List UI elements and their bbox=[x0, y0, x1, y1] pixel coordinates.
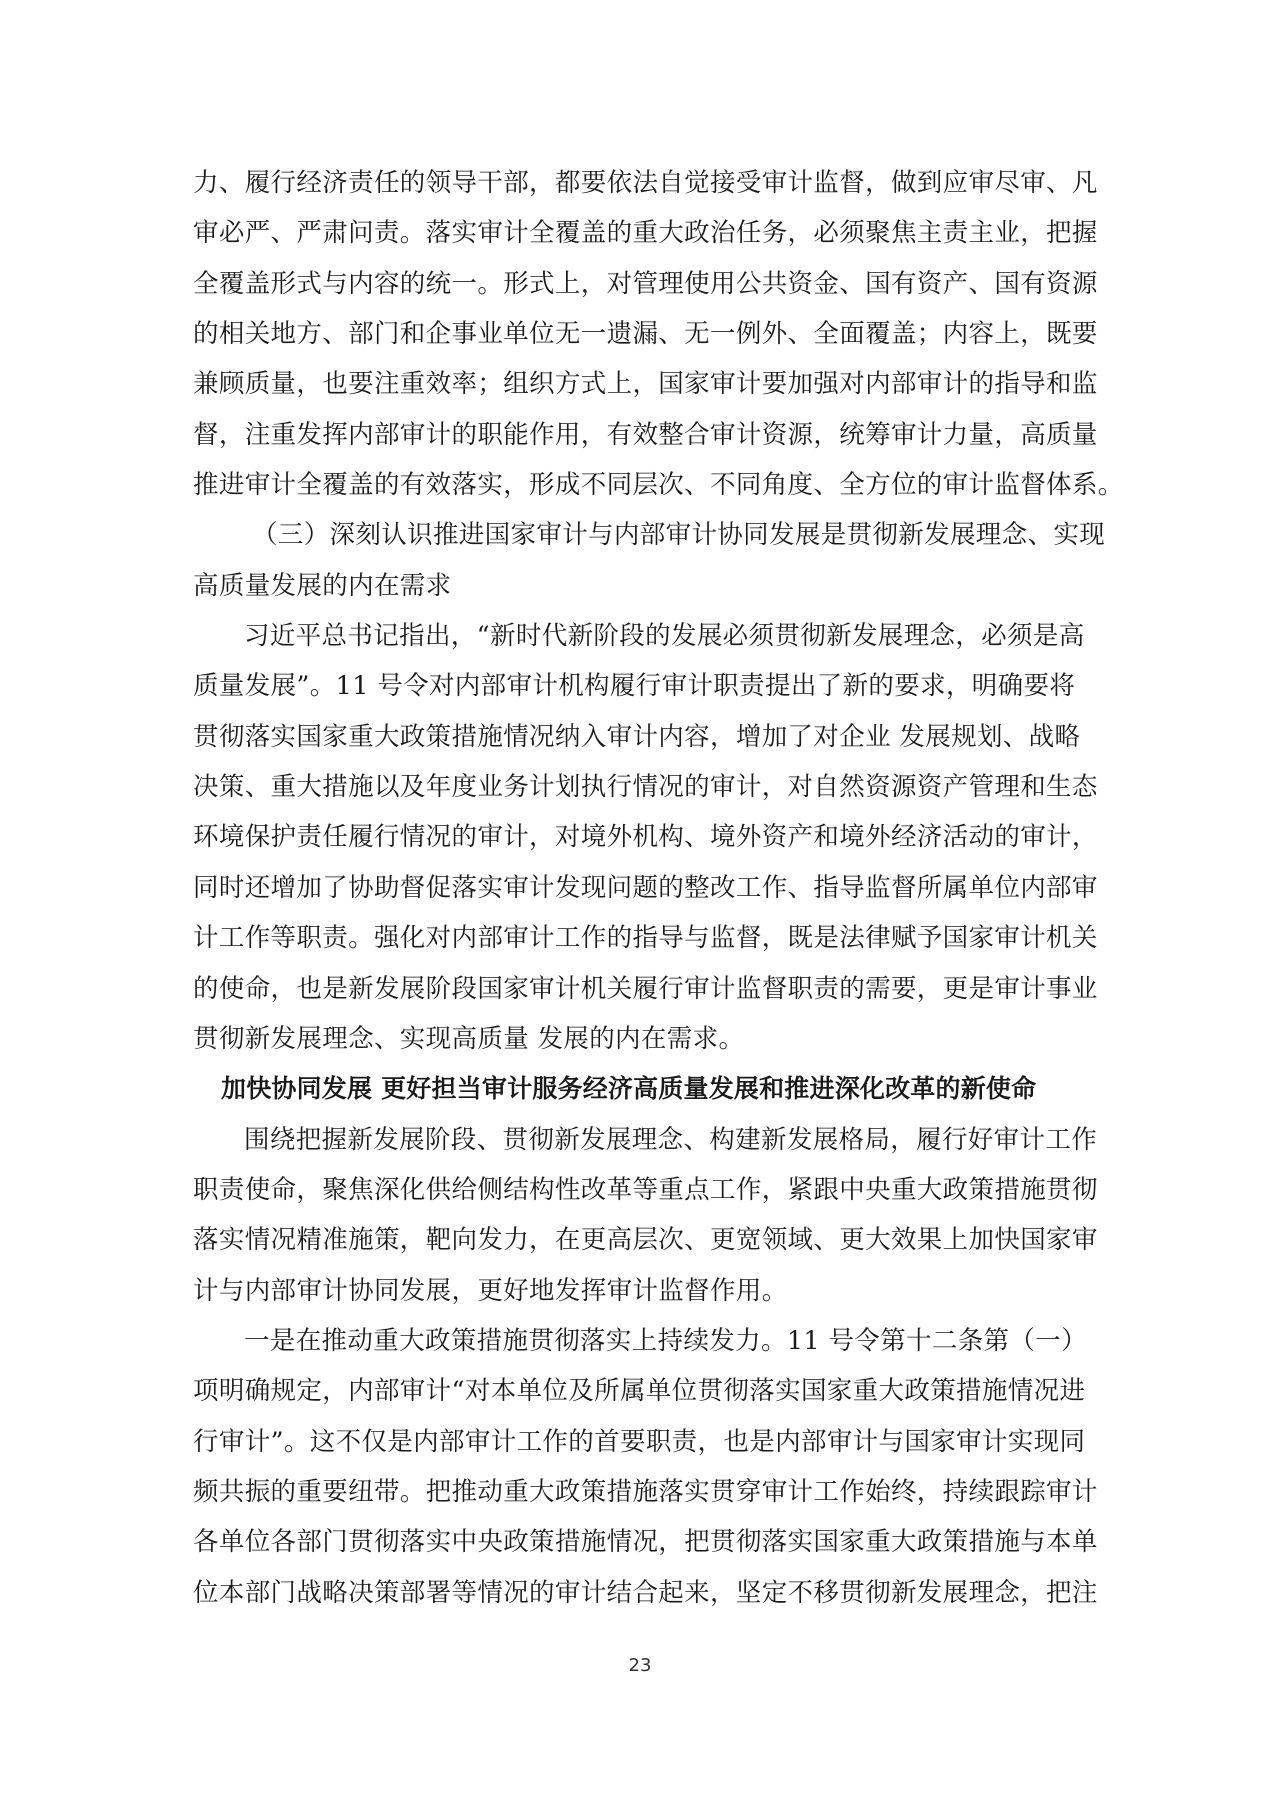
text-line: 位本部门战略决策部署等情况的审计结合起来，坚定不移贯彻新发展理念，把注 bbox=[193, 1578, 1098, 1608]
paragraph-start: 一是在推动重大政策措施贯彻落实上持续发力。11 号令第十二条第（一） bbox=[244, 1326, 1087, 1356]
text-line: 全覆盖形式与内容的统一。形式上，对管理使用公共资金、国有资产、国有资源 bbox=[193, 269, 1098, 299]
paragraph-start: 围绕把握新发展阶段、贯彻新发展理念、构建新发展格局，履行好审计工作 bbox=[244, 1125, 1098, 1155]
paragraph-start: 习近平总书记指出，“新时代新阶段的发展必须贯彻新发展理念，必须是高 bbox=[244, 621, 1085, 651]
text-line: 贯彻落实国家重大政策措施情况纳入审计内容，增加了对企业 发展规划、战略 bbox=[193, 722, 1081, 752]
subsection-heading: （三）深刻认识推进国家审计与内部审计协同发展是贯彻新发展理念、实现 bbox=[252, 520, 1106, 550]
text-line: 频共振的重要纽带。把推动重大政策措施落实贯穿审计工作始终，持续跟踪审计 bbox=[193, 1477, 1098, 1507]
text-line: 质量发展”。11 号令对内部审计机构履行审计职责提出了新的要求，明确要将 bbox=[193, 671, 1076, 701]
text-line: 项明确规定，内部审计“对本单位及所属单位贯彻落实国家重大政策措施情况进 bbox=[193, 1376, 1086, 1406]
text-line: 行审计”。这不仅是内部审计工作的首要职责，也是内部审计与国家审计实现同 bbox=[193, 1427, 1086, 1457]
text-line: 职责使命，聚焦深化供给侧结构性改革等重点工作，紧跟中央重大政策措施贯彻 bbox=[193, 1175, 1098, 1205]
text-line: 落实情况精准施策，靶向发力，在更高层次、更宽领域、更大效果上加快国家审 bbox=[193, 1225, 1098, 1255]
section-heading: 加快协同发展 更好担当审计服务经济高质量发展和推进深化改革的新使命 bbox=[221, 1074, 1037, 1103]
page-number: 23 bbox=[628, 1655, 652, 1676]
text-line: 力、履行经济责任的领导干部，都要依法自觉接受审计监督，做到应审尽审、凡 bbox=[193, 168, 1098, 198]
text-line: 各单位各部门贯彻落实中央政策措施情况，把贯彻落实国家重大政策措施与本单 bbox=[193, 1527, 1098, 1557]
text-line: 的使命，也是新发展阶段国家审计机关履行审计监督职责的需要，更是审计事业 bbox=[193, 974, 1098, 1004]
text-line: 环境保护责任履行情况的审计，对境外机构、境外资产和境外经济活动的审计， bbox=[193, 822, 1098, 852]
text-line: 审必严、严肃问责。落实审计全覆盖的重大政治任务，必须聚焦主责主业，把握 bbox=[193, 218, 1098, 248]
text-line: 推进审计全覆盖的有效落实，形成不同层次、不同角度、全方位的审计监督体系。 bbox=[193, 470, 1124, 500]
text-line: 兼顾质量，也要注重效率；组织方式上，国家审计要加强对内部审计的指导和监 bbox=[193, 369, 1098, 399]
text-line: 决策、重大措施以及年度业务计划执行情况的审计，对自然资源资产管理和生态 bbox=[193, 772, 1098, 802]
text-line: 计工作等职责。强化对内部审计工作的指导与监督，既是法律赋予国家审计机关 bbox=[193, 923, 1098, 953]
subsection-heading-continued: 高质量发展的内在需求 bbox=[193, 571, 452, 601]
text-line: 同时还增加了协助督促落实审计发现问题的整改工作、指导监督所属单位内部审 bbox=[193, 873, 1098, 903]
text-line: 督，注重发挥内部审计的职能作用，有效整合审计资源，统筹审计力量，高质量 bbox=[193, 420, 1098, 450]
text-line: 的相关地方、部门和企事业单位无一遗漏、无一例外、全面覆盖；内容上，既要 bbox=[193, 319, 1098, 349]
text-line: 计与内部审计协同发展，更好地发挥审计监督作用。 bbox=[193, 1276, 788, 1306]
text-line: 贯彻新发展理念、实现高质量 发展的内在需求。 bbox=[193, 1024, 745, 1054]
